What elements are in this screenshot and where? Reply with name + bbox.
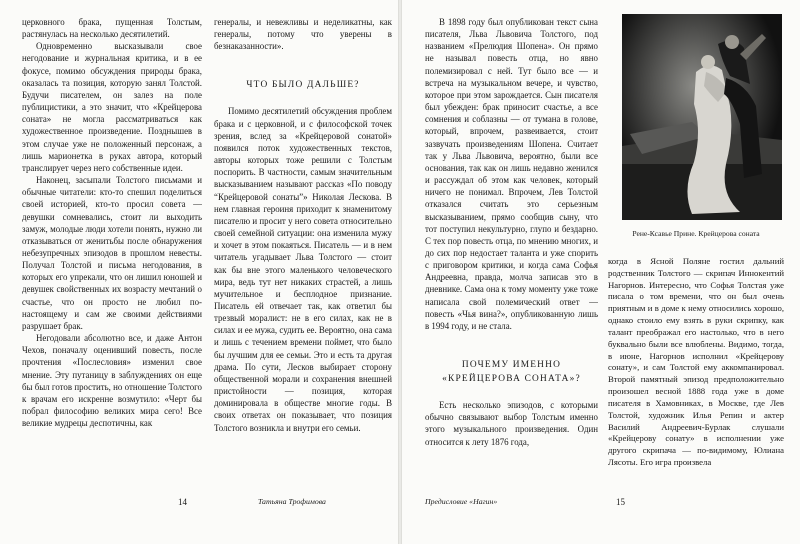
paragraph: когда в Ясной Поляне гостил дальний родственник Толстого — скрипач Иннокентий Нагорнов. Интересно, что Софья Толстая уже писала о том времени, что он был очень приятным и в доме к нему относились хорошо, однако стоило ему взять в руки скрипку, как талант преображал его настолько, что в него буквально были все влюблены. Видимо, тогда, в июне, Нагорнов исполнил «Крейцерову сонату», и сам Толстой ему аккомпанировал. Второй памятный эпизод предположительно произошел весной 1888 года уже в доме писателя в Хамовниках, в Москве, где Лев Толстой, художник Илья Репин и актер Василий Андреевич-Бурлак слушали «Крейцерову сонату» в исполнении уже другого скрипача — по-видимому, Юлиана Лясоты. Его игра произвела <box>608 256 784 468</box>
section-heading <box>425 358 598 386</box>
paragraph: Наконец, засыпали Толстого письмами и обычные читатели: кто-то спешил поделиться своей историей, кто-то просил совета — девушки сомневались, стоит ли выходить замуж, молодые люди хотели понять, нужно ли отказываться от женитьбы после обнаружения небезупречных эпизодов в прошлом невесты. Получал Толстой и письма негодования, в которых его упрекали, что он лишил юношей и девушек свойственных их возрасту мечтаний о счастье, что он просто не любил по-настоящему и сам же своими действиями разрушает брак. <box>22 175 202 331</box>
page-number-left: 14 <box>178 497 187 507</box>
running-head-right: Предисловие «Нагин» <box>425 497 498 506</box>
paragraph: церковного брака, пущенная Толстым, растянулась на несколько десятилетий. <box>22 17 202 40</box>
left-page <box>0 0 398 544</box>
page-number-right: 15 <box>616 497 625 507</box>
right-page <box>402 0 800 544</box>
paragraph: Есть несколько эпизодов, с которыми обычно связывают выбор Толстым именно этого музыкального произведения. Один относится к лету 1876 года, <box>425 400 598 447</box>
section-heading-line-2: «КРЕЙЦЕРОВА СОНАТА»? <box>442 374 581 385</box>
painting-kreutzer-sonata-image <box>622 14 782 220</box>
section-heading-line-1: ПОЧЕМУ ИМЕННО <box>461 360 562 371</box>
left-column-1 <box>22 16 202 429</box>
section-heading: ЧТО БЫЛО ДАЛЬШЕ? <box>246 80 360 91</box>
running-head-left: Татьяна Трофимова <box>258 497 326 506</box>
image-caption: Рене-Ксавье Прине. Крейцерова соната <box>632 229 760 238</box>
right-column-1 <box>425 16 598 448</box>
paragraph: Помимо десятилетий обсуждения проблем брака и с церковной, и с философской точек зрения, вслед за «Крейцеровой сонатой» появился поток художественных текстов, авторы которых тоже решили с Толстым поспорить. В частности, самым значительным высказыванием называют рассказ «По поводу “Крейцеровой сонаты”» Николая Лескова. В нем главная героиня приходит к знаменитому писателю и просит у него совета относительно своей семейной ситуации: она изменила мужу и хочет в этом покаяться. Писатель — и в нем читатель угадывает Льва Толстого — стоит как бы вне этого маленького человеческого мира, ведь тут нет никаких страстей, а лишь мучительное и бесплодное признание. Писатель ей отвечает так, как ответил бы трезвый моралист: не в его силах, как не в силах и ее мужа, судить ее. Вероятно, она сама и лишь с течением времени поймет, что было бы лучшим для ее семьи. Это и есть та другая драма. По сути, Лесков выбирает сторону общественной морали и сохранения внешней пристойности — позиция, которая доминировала в обществе многие годы. В своих ответах он показывает, что позиция Толстого возникла и внутри его семьи. <box>214 106 392 433</box>
right-column-2 <box>608 256 784 469</box>
paragraph: Одновременно высказывали свое негодование и журнальная критика, и в ее фокусе, помимо обсуждения природы брака, оказалась та позиция, которую занял Толстой. Будучи писателем, он залез на поле публицистики, а это значит, что «Крейцерова соната» не могла рассматриваться как художественное произведение. Позднышев в этом случае уже не положенный персонаж, а лишь марионетка в руках автора, который транслирует через него собственные идеи. <box>22 41 202 173</box>
paragraph: Негодовали абсолютно все, и даже Антон Чехов, поначалу оценивший повесть, после прочтения «Послесловия» изменил свое мнение. Эту путаницу в заблуждениях он еще бы был готов простить, но отношение Толстого к врачам его искренне возмутило: «Черт бы побрал философию великих мира сего! Все великие мудрецы деспотичны, как <box>22 333 202 429</box>
painting-illustration <box>622 14 782 220</box>
paragraph: генералы, и невежливы и неделикатны, как генералы, потому что уверены в безнаказанности». <box>214 17 392 52</box>
paragraph: В 1898 году был опубликован текст сына писателя, Льва Львовича Толстого, под названием «Прелюдия Шопена». Он прямо не называл повесть отца, но явно полемизировал с ней. Тут было все — и встреча на музыкальном вечере, и чувство, которое при этом зарождается. Сын писателя был убежден: брак приносит счастье, а все сомнения и соблазны — от тумана в голове, который, впрочем, развеивается, стоит зазвучать произведениям Шопена. Считает так у Льва Львовича, вероятно, были все основания, так как он лишь недавно женился и рассуждал об этом как человек, который ничего не понимал. Впрочем, Лев Толстой отказался считать это серьезным высказыванием, прямо сообщив сыну, что тот поступил некультурно, глупо и бездарно. С тех пор повесть отца, по мнению многих, и до сих пор недостает таланта и уже спорить с приговором критики, и когда сама Софья Андреевна, правда, молча записав это в дневнике. Сама она к тому моменту уже тоже написала свой полемический ответ — повесть «Чья вина?», опубликованную лишь в 1994 году, и не стала. <box>425 17 598 331</box>
left-column-2 <box>214 16 392 434</box>
